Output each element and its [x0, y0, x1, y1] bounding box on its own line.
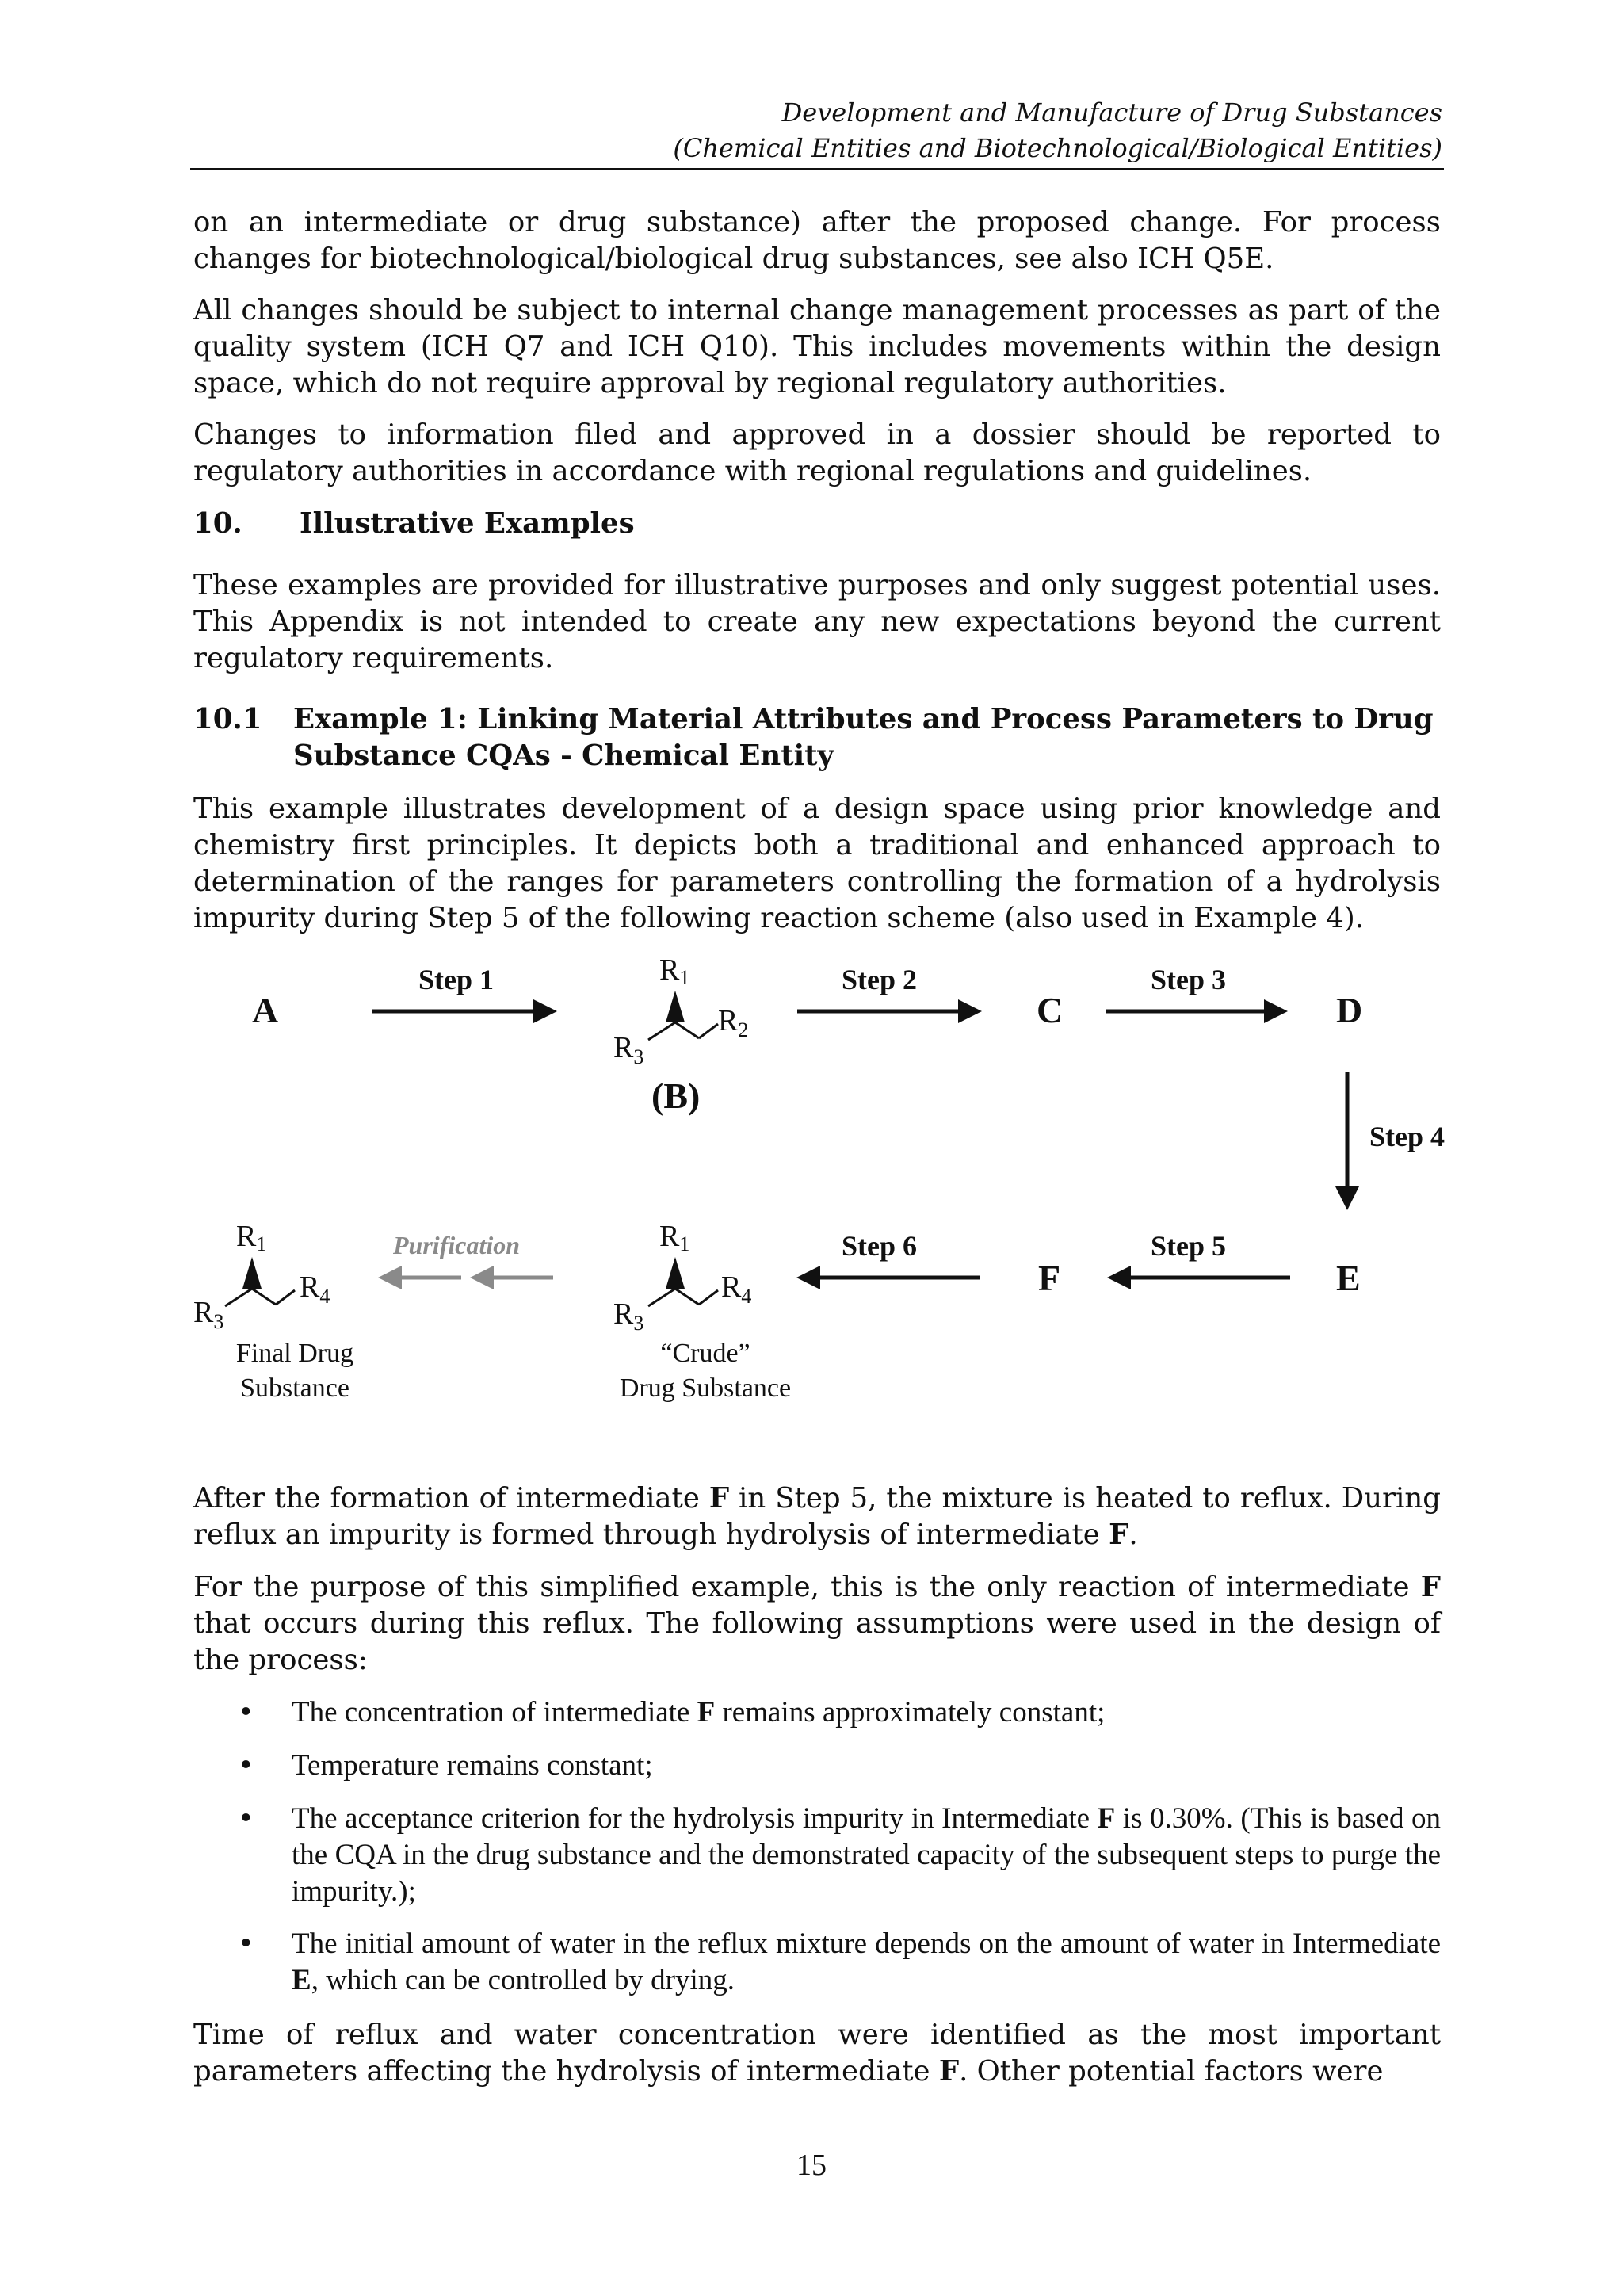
- reaction-scheme: [0, 935, 1623, 1442]
- sub-r3: [613, 1297, 643, 1335]
- label-step-2: Step 2: [842, 964, 918, 995]
- r-index: 1: [679, 966, 690, 989]
- wedge-bond: [242, 1257, 262, 1289]
- bullet-temperature: Temperature remains constant;: [292, 1749, 653, 1782]
- crude-label-line-1: “Crude”: [660, 1339, 750, 1368]
- paragraph-reflux: [193, 1480, 1441, 1553]
- bond-ch2: [675, 1289, 699, 1305]
- sub-r1: [659, 1220, 689, 1255]
- text-run: that occurs during this reflux. The following assumptions were used in the design of the process:: [193, 1607, 1441, 1676]
- sub-r1: [236, 1220, 266, 1255]
- text-run: in Step 5, the mixture is heated to reflux. During reflux an impurity is formed through hydrolysis of intermediate: [193, 1482, 1441, 1551]
- section-10-1-title-line-2: Substance CQAs - Chemical Entity: [293, 739, 834, 772]
- header-rule: [190, 168, 1444, 170]
- bullet-marker: •: [238, 1928, 254, 1960]
- bond-ch2: [252, 1289, 276, 1305]
- label-purification: Purification: [393, 1231, 521, 1259]
- paragraph-change-impact: on an intermediate or drug substance) after the proposed change. For process changes for biotechnological/biological drug substances, see also ICH Q5E.: [193, 206, 1441, 275]
- sub-r2: [718, 1004, 748, 1041]
- r-index: 1: [256, 1232, 267, 1255]
- r-index: 3: [213, 1310, 224, 1333]
- r-letter: R: [236, 1220, 257, 1253]
- bond-r3: [648, 1289, 675, 1306]
- node-e: E: [1336, 1258, 1361, 1298]
- final-label-line-2: Substance: [240, 1373, 349, 1403]
- label-step-5: Step 5: [1151, 1230, 1227, 1262]
- r-index: 2: [738, 1018, 749, 1041]
- r-index: 4: [319, 1285, 330, 1308]
- section-10-number: 10.: [193, 507, 242, 540]
- sub-r3: [193, 1296, 223, 1333]
- bold-run: E: [292, 1964, 311, 1996]
- r-letter: R: [300, 1270, 320, 1304]
- label-step-6: Step 6: [842, 1230, 918, 1262]
- r-index: 3: [633, 1045, 644, 1068]
- bullet-marker: •: [238, 1803, 254, 1835]
- bullet-marker: •: [238, 1750, 254, 1782]
- bold-run: F: [697, 1696, 716, 1729]
- bond-r4: [699, 1290, 718, 1305]
- r-index: 3: [633, 1312, 644, 1335]
- text-run: is 0.30%. (This is based on the CQA in the drug substance and the demonstrated capacity of the subsequent steps to purge the impurity.);: [292, 1802, 1442, 1908]
- bond-r4: [276, 1290, 295, 1305]
- r-letter: R: [613, 1297, 634, 1331]
- paragraph-assumptions-intro: [193, 1569, 1441, 1679]
- bond-r3: [225, 1289, 252, 1306]
- node-f: F: [1038, 1258, 1061, 1298]
- sub-r4: [721, 1270, 751, 1308]
- paragraph-change-management: All changes should be subject to internal change management processes as part of the quality system (ICH Q7 and ICH Q10). This includes movements within the design space, which do not require approval by regional regulatory authorities.: [193, 294, 1441, 399]
- r-index: 4: [741, 1285, 752, 1308]
- text-run: , which can be controlled by drying.: [311, 1964, 735, 1996]
- r-index: 1: [679, 1232, 690, 1255]
- bullet-concentration: [292, 1694, 1441, 1731]
- bond-r2: [699, 1024, 718, 1038]
- bond-r3: [648, 1022, 675, 1040]
- text-run: After the formation of intermediate: [193, 1482, 709, 1515]
- text-run: The acceptance criterion for the hydrolysis impurity in Intermediate: [292, 1802, 1098, 1835]
- header-line-1: Development and Manufacture of Drug Substances: [781, 97, 1442, 128]
- text-run: . Other potential factors were: [959, 2055, 1384, 2088]
- bold-run: F: [1420, 1571, 1441, 1603]
- label-step-3: Step 3: [1151, 964, 1227, 995]
- r-letter: R: [613, 1031, 634, 1064]
- node-a: A: [252, 990, 279, 1030]
- sub-r4: [300, 1270, 330, 1308]
- wedge-bond: [666, 991, 685, 1022]
- bold-run: F: [1097, 1802, 1116, 1835]
- wedge-bond: [666, 1257, 685, 1289]
- structure-b: [613, 953, 748, 1068]
- text-run: For the purpose of this simplified example, this is the only reaction of intermediate: [193, 1571, 1421, 1603]
- text-run: The concentration of intermediate: [292, 1696, 697, 1729]
- page-number: 15: [796, 2149, 827, 2182]
- r-letter: R: [721, 1270, 742, 1304]
- structure-final-drug-substance: [193, 1220, 353, 1403]
- text-run: .: [1128, 1519, 1138, 1551]
- paragraph-time-of-reflux: [193, 2017, 1441, 2090]
- section-10-title: Illustrative Examples: [300, 507, 635, 540]
- paragraph-examples-intro: These examples are provided for illustrative purposes and only suggest potential uses. This Appendix is not intended to create any new expectations beyond the current regulatory requirements.: [193, 569, 1441, 674]
- bond-ch2: [675, 1022, 699, 1038]
- text-run: remains approximately constant;: [715, 1696, 1106, 1729]
- text-run: The initial amount of water in the reflux mixture depends on the amount of water in Intermediate: [292, 1927, 1441, 1960]
- paragraph-example-1-intro: This example illustrates development of a design space using prior knowledge and chemistry first principles. It depicts both a traditional and enhanced approach to determination of the ranges for parameters controlling the formation of a hydrolysis impurity during Step 5 of the following reaction scheme (also used in Example 4).: [193, 793, 1441, 934]
- text-run: Time of reflux and water concentration were identified as the most important parameters affecting the hydrolysis of intermediate: [193, 2019, 1441, 2088]
- bold-run: F: [708, 1482, 730, 1515]
- label-step-1: Step 1: [418, 964, 495, 995]
- structure-crude-drug-substance: [613, 1220, 791, 1403]
- bold-run: F: [938, 2055, 960, 2088]
- label-step-4: Step 4: [1369, 1121, 1445, 1152]
- header-line-2: (Chemical Entities and Biotechnological/Biological Entities): [673, 133, 1442, 163]
- bullet-marker: •: [238, 1697, 254, 1729]
- bold-run: F: [1109, 1519, 1129, 1551]
- paragraph-dossier-changes: Changes to information filed and approved in a dossier should be reported to regulatory authorities in accordance with regional regulations and guidelines.: [193, 418, 1441, 487]
- r-letter: R: [718, 1004, 739, 1037]
- section-10-1-number: 10.1: [193, 703, 262, 735]
- sub-r1: [659, 953, 689, 989]
- sub-r3: [613, 1031, 643, 1068]
- r-letter: R: [659, 1220, 680, 1253]
- bullet-initial-water: [292, 1926, 1441, 1999]
- section-10-1-title: [293, 701, 1442, 774]
- node-c: C: [1037, 990, 1064, 1030]
- crude-label-line-2: Drug Substance: [619, 1373, 792, 1403]
- bullet-acceptance-criterion: [292, 1801, 1441, 1910]
- node-b-label: (B): [651, 1075, 701, 1116]
- r-letter: R: [659, 953, 680, 987]
- r-letter: R: [193, 1296, 214, 1329]
- section-10-1-title-line-1: Example 1: Linking Material Attributes and Process Parameters to Drug: [293, 703, 1434, 735]
- final-label-line-1: Final Drug: [235, 1339, 354, 1368]
- node-d: D: [1336, 990, 1363, 1030]
- running-header: [193, 95, 1442, 166]
